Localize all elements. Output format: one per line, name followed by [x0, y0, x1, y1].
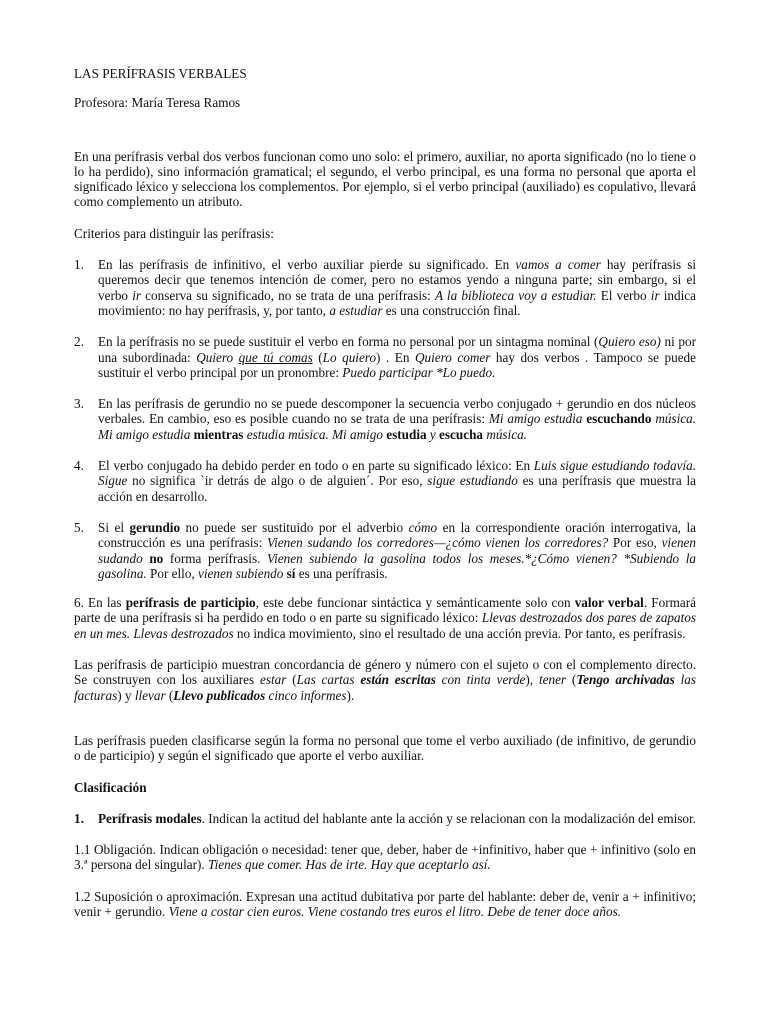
text-segment: hay perífrasis si queremos decir que tenemos intención de comer, pero no estamos yendo a ninguna parte; sin embargo, si el verbo — [98, 257, 697, 303]
criterion-item — [74, 334, 696, 380]
criterion-item — [74, 257, 696, 318]
text-segment: , este debe funcionar sintáctica y semánticamente solo con — [255, 595, 575, 611]
text-segment: ( — [165, 687, 174, 703]
text-segment: Quiero eso) — [598, 334, 661, 350]
text-segment: 6. En las — [74, 595, 126, 611]
text-segment: En las perífrasis de gerundio no se puede descomponer la secuencia verbo conjugado + gerundio en dos núcleos verbales. En cambio, eso es posible cuando no se trata de una perífrasis: — [98, 396, 696, 427]
text-segment: Quiero — [196, 349, 239, 365]
text-segment: no indica movimiento, sino el resultado de una acción previa. Por tanto, es perífrasis. — [233, 625, 686, 641]
text-segment: ir — [132, 287, 141, 303]
text-segment: El verbo conjugado ha debido perder en todo o en parte su significado léxico: En — [98, 458, 534, 474]
text-segment: hay dos verbos . Tampoco se puede sustituir el verbo principal por un pronombre: — [98, 349, 696, 380]
text-segment: estudia música. Mi amigo — [243, 426, 387, 442]
text-segment: escucha — [439, 426, 484, 442]
text-segment: . Formará parte de una perífrasis si ha perdido en todo o en parte su significado léxico: — [74, 595, 696, 626]
text-segment: ) . En — [376, 349, 415, 365]
text-segment: música. — [483, 426, 527, 442]
item-number: 3. — [74, 396, 84, 412]
text-segment: que tú comas — [238, 349, 313, 365]
text-segment: Si el — [98, 519, 130, 535]
supposition-subsection — [74, 889, 696, 920]
text-segment: ni por una subordinada: — [98, 334, 697, 365]
text-segment: Tienes que comer. Has de irte. Hay que aceptarlo así. — [208, 857, 491, 873]
text-segment: valor verbal — [574, 595, 644, 611]
text-segment: es una perífrasis que muestra la acción en desarrollo. — [98, 473, 696, 504]
text-segment: cómo — [408, 519, 438, 535]
text-segment: ir — [650, 287, 660, 303]
text-segment: Luis sigue estudiando todavía. Sigue — [98, 458, 697, 489]
text-segment: mientras — [193, 426, 244, 442]
text-segment: ( — [566, 672, 577, 688]
text-segment: estar — [260, 672, 287, 688]
text-segment: 1.1 Obligación. Indican obligación o necesidad: tener que, deber, haber de +infinitivo, haber que + infinitivo (solo en 3.ª persona del singular). — [74, 842, 696, 873]
participle-criterion-paragraph — [74, 595, 696, 641]
text-segment: Viene a costar cien euros. Viene costando tres euros el litro. Debe de tener doce años. — [168, 903, 622, 919]
classification-intro: Las perífrasis pueden clasificarse según la forma no personal que tome el verbo auxiliado (de infinitivo, de gerundio o de participio) y según el significado que aporte el verbo auxiliar. — [74, 732, 696, 764]
text-segment: las facturas — [74, 672, 696, 703]
text-segment: a estudiar — [329, 302, 383, 318]
item-number: 2. — [74, 334, 84, 350]
modal-periphrasis-item — [74, 811, 696, 826]
text-segment: A la biblioteca voy a estudiar. — [434, 287, 597, 303]
text-segment: Llevo publicados — [173, 687, 266, 703]
text-segment: estudia — [386, 426, 427, 442]
author-line: Profesora: María Teresa Ramos — [74, 95, 241, 111]
text-segment: llevar — [134, 687, 166, 703]
text-segment: Mi amigo estudia — [488, 411, 587, 427]
text-segment: Puedo participar *Lo puedo. — [342, 364, 496, 380]
text-segment: Quiero comer — [414, 349, 491, 365]
text-segment: cinco informes — [265, 687, 347, 703]
text-segment: gerundio — [129, 519, 181, 535]
text-segment: Las cartas — [296, 672, 361, 688]
text-segment: es una perífrasis. — [295, 565, 388, 581]
text-segment: tener — [538, 672, 567, 688]
text-segment: no significa `ir detrás de algo o de alguien´. Por eso, — [127, 473, 428, 489]
document-page — [74, 66, 696, 919]
criterion-text — [98, 458, 696, 504]
text-segment: Perífrasis modales — [98, 810, 202, 826]
item-number: 5. — [74, 519, 84, 535]
item-number: 4. — [74, 458, 84, 474]
text-segment: Llevas destrozados dos pares de zapatos en un mes. Llevas destrozados — [74, 610, 697, 641]
text-segment: Vienen subiendo la gasolina todos los meses.*¿Cómo vienen? *Subiendo la gasolina. — [98, 550, 697, 581]
text-segment: sí — [286, 565, 296, 581]
text-segment: Por eso, — [608, 535, 662, 551]
text-segment: indica movimiento: no hay perífrasis, y, por tanto, — [98, 287, 696, 318]
criterion-text — [98, 334, 696, 380]
text-segment: forma perífrasis. — [163, 550, 268, 566]
criterion-item — [74, 458, 696, 504]
text-segment: Vienen sudando los corredores—¿cómo vienen los corredores? — [267, 535, 609, 551]
text-segment: Tengo archivadas — [576, 672, 675, 688]
participle-note-paragraph — [74, 657, 696, 703]
text-segment: están escritas — [360, 672, 436, 688]
modal-text — [98, 811, 696, 826]
item-number: 1. — [74, 257, 84, 273]
obligation-subsection — [74, 842, 696, 873]
text-segment: perífrasis de participio — [125, 595, 256, 611]
text-segment: ( — [312, 349, 323, 365]
classification-heading: Clasificación — [74, 779, 147, 795]
intro-paragraph: En una perífrasis verbal dos verbos funcionan como uno solo: el primero, auxiliar, no aporta significado (no lo tiene o lo ha perdido), sino información gramatical; el segundo, el verbo principal, es una forma no personal que aporta el significado léxico y selecciona los complementos. Por ejemplo, si el verbo principal (auxiliado) es copulativo, llevará como complemento un atributo. — [74, 148, 696, 210]
text-segment: . Indican la actitud del hablante ante la acción y se relacionan con la modalización del emisor. — [201, 810, 696, 826]
text-segment: En las perífrasis de infinitivo, el verbo auxiliar pierde su significado. En — [98, 257, 516, 273]
text-segment: con tinta verde — [435, 672, 526, 688]
text-segment: música. Mi amigo estudia — [98, 411, 696, 442]
criterion-text — [98, 396, 696, 442]
text-segment: conserva su significado, no se trata de una perífrasis: — [141, 287, 435, 303]
text-segment: Por ello, — [146, 565, 199, 581]
text-segment: no — [149, 550, 164, 566]
text-segment: ), — [525, 672, 539, 688]
item-number: 1. — [74, 810, 84, 826]
criterion-text — [98, 257, 696, 318]
text-segment: en la correspondiente oración interrogativa, la construcción es una perífrasis: — [98, 519, 696, 551]
text-segment: vamos a comer — [515, 257, 601, 273]
text-segment: vienen sudando — [98, 535, 696, 566]
text-segment: no puede ser sustituido por el adverbio — [180, 519, 409, 535]
text-segment: Las perífrasis de participio muestran concordancia de género y número con el sujeto o con el complemento directo. Se construyen con los auxiliares — [74, 657, 696, 688]
text-segment: El verbo — [596, 287, 651, 303]
criterion-item — [74, 520, 696, 581]
criterion-item — [74, 396, 696, 442]
text-segment: vienen subiendo — [198, 565, 284, 581]
criteria-heading: Criterios para distinguir las perífrasis: — [74, 225, 274, 241]
text-segment: escuchando — [586, 411, 652, 427]
text-segment: ) y — [117, 687, 135, 703]
text-segment: En la perífrasis no se puede sustituir el verbo en forma no personal por un sintagma nominal ( — [98, 334, 599, 350]
text-segment: ). — [346, 687, 355, 703]
criterion-text — [98, 520, 696, 581]
document-title: LAS PERÍFRASIS VERBALES — [74, 66, 247, 81]
text-segment: y — [426, 426, 440, 442]
text-segment: ( — [286, 672, 297, 688]
text-segment: es una construcción final. — [382, 302, 521, 318]
text-segment: sigue estudiando — [427, 473, 518, 489]
text-segment: Lo quiero — [322, 349, 377, 365]
criteria-list — [74, 257, 696, 581]
text-segment: 1.2 Suposición o aproximación. Expresan una actitud dubitativa por parte del hablante: deber de, venir a + infinitivo; venir + gerundio. — [74, 888, 696, 919]
